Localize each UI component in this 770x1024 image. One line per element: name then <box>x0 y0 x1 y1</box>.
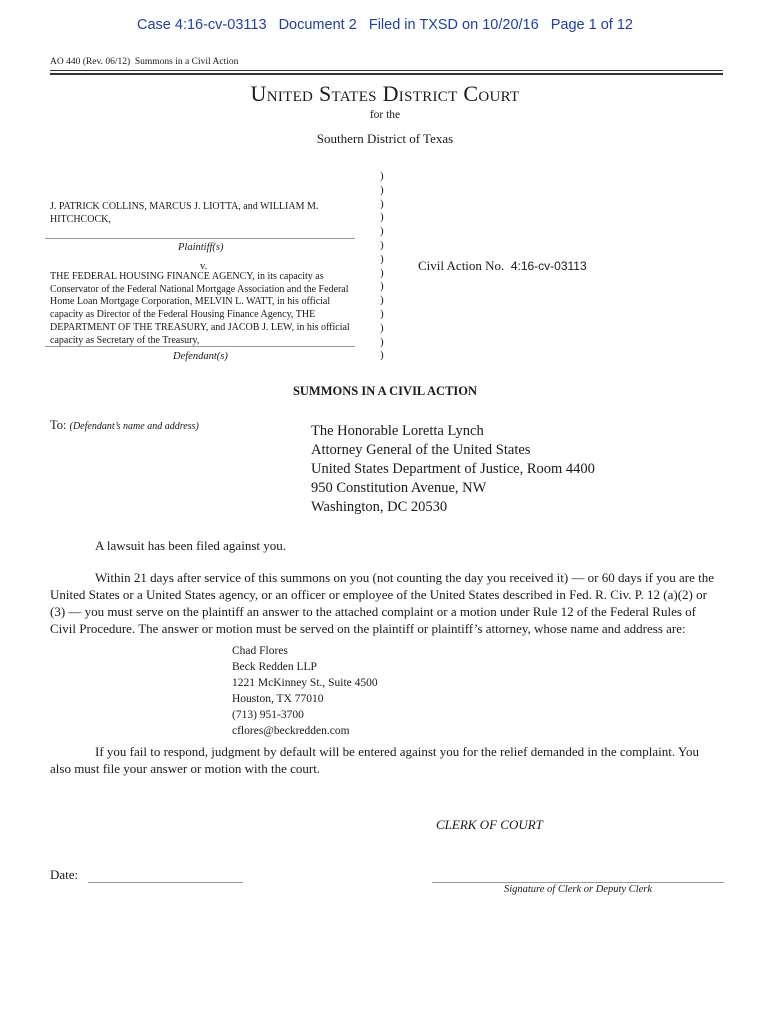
versus-label: v. <box>200 261 208 272</box>
to-hint: (Defendant’s name and address) <box>69 421 199 432</box>
attorney-line: Chad Flores <box>232 645 288 657</box>
attorney-line: (713) 951-3700 <box>232 709 304 721</box>
addressee-line: United States Department of Justice, Room 4400 <box>311 461 595 477</box>
addressee-line: Attorney General of the United States <box>311 442 531 458</box>
civil-action-number: 4:16-cv-03113 <box>510 259 587 273</box>
plaintiffs-names: J. PATRICK COLLINS, MARCUS J. LIOTTA, and WILLIAM M. HITCHCOCK, <box>50 201 319 225</box>
addressee-line: 950 Constitution Avenue, NW <box>311 480 487 496</box>
plaintiff-label: Plaintiff(s) <box>178 242 224 253</box>
default-paragraph <box>50 743 720 777</box>
date-field-line <box>88 882 243 883</box>
to-line <box>50 418 199 433</box>
clerk-of-court-label: CLERK OF COURT <box>436 817 543 832</box>
filing-stamp: Case 4:16-cv-03113 Document 2 Filed in TXSD on 10/20/16 Page 1 of 12 <box>137 17 633 33</box>
summons-title: SUMMONS IN A CIVIL ACTION <box>292 384 478 398</box>
for-the-label: for the <box>369 109 401 121</box>
form-id: AO 440 (Rev. 06/12) Summons in a Civil Action <box>50 57 239 67</box>
attorney-line: Beck Redden LLP <box>232 661 317 673</box>
response-text: Within 21 days after service of this summons on you (not counting the day you received it) — or 60 days if you are the United States or a United States agency, or an officer or employee of the United States described in Fed. R. Civ. P. 12 (a)(2) or (3) — you must serve on the plaintiff an answer to the attached complaint or a motion under Rule 12 of the Federal Rules of Civil Procedure. The answer or motion must be served on the plaintiff or plaintiff’s attorney, whose name and address are: <box>50 570 714 636</box>
defendant-label: Defendant(s) <box>173 351 228 362</box>
default-text: If you fail to respond, judgment by default will be entered against you for the relief demanded in the complaint. You also must file your answer or motion with the court. <box>50 744 699 776</box>
court-title: United States District Court <box>250 81 520 106</box>
caption-parens: ) ) ) ) ) ) ) ) ) ) ) ) ) ) <box>380 170 384 362</box>
lawsuit-text: A lawsuit has been filed against you. <box>95 538 286 553</box>
defendants-names: THE FEDERAL HOUSING FINANCE AGENCY, in its capacity as Conservator of the Federal National Mortgage Association and the Federal Home Loan Mortgage Corporation, MELVIN L. WATT, in his official capacity as Director of the Federal Housing Finance Agency, THE DEPARTMENT OF THE TREASURY, and JACOB J. LEW, in his official capacity as Secretary of the Treasury, <box>50 271 350 346</box>
attorney-block <box>232 643 378 739</box>
to-label: To: <box>50 418 67 432</box>
date-label: Date: <box>50 867 79 882</box>
signature-line <box>432 882 724 883</box>
addressee-block <box>311 422 595 517</box>
defendant-rule <box>45 346 355 347</box>
plaintiff-rule <box>45 238 355 239</box>
response-paragraph <box>50 569 720 637</box>
addressee-line: The Honorable Loretta Lynch <box>311 423 484 439</box>
header-rule <box>50 70 723 71</box>
district-name: Southern District of Texas <box>316 131 454 146</box>
attorney-line: Houston, TX 77010 <box>232 693 324 705</box>
lawsuit-paragraph <box>50 537 720 554</box>
addressee-line: Washington, DC 20530 <box>311 499 448 515</box>
header-rule-thick <box>50 73 723 75</box>
signature-label: Signature of Clerk or Deputy Clerk <box>503 884 653 895</box>
civil-action <box>418 258 587 274</box>
attorney-email: cflores@beckredden.com <box>232 725 350 737</box>
civil-action-label: Civil Action No. <box>418 258 505 273</box>
attorney-line: 1221 McKinney St., Suite 4500 <box>232 677 378 689</box>
